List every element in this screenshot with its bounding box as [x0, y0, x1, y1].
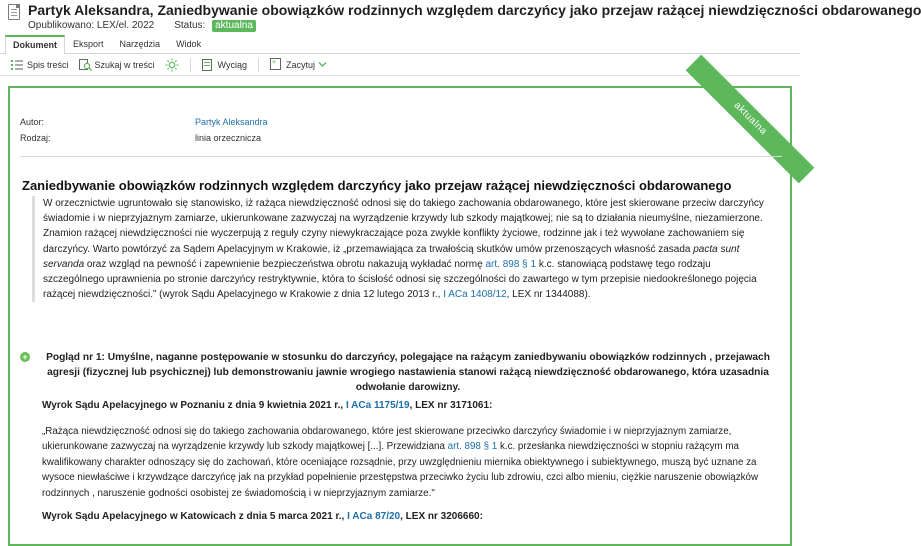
tab-narzedzia[interactable]: Narzędzia: [119, 39, 161, 49]
toolbar-separator: [190, 58, 191, 72]
type-label: Rodzaj:: [20, 133, 51, 143]
cite-button[interactable]: [267, 57, 330, 72]
divider: [20, 156, 782, 157]
author-link[interactable]: Partyk Aleksandra: [195, 117, 268, 127]
sun-icon: [165, 58, 179, 72]
case-link[interactable]: I ACa 87/20: [347, 511, 401, 523]
extract-button[interactable]: [199, 58, 250, 72]
status-badge: aktualna: [212, 20, 256, 32]
judgment-excerpt: [42, 424, 776, 501]
view-section: [20, 350, 786, 524]
judgment-text: Wyrok Sądu Apelacyjnego w Poznaniu z dnia 9 kwietnia 2021 r.,: [42, 400, 346, 411]
svg-text:": ": [271, 60, 277, 70]
judgment-citation: [42, 510, 786, 524]
latin-phrase: pacta sunt servanda: [43, 243, 740, 270]
article-link[interactable]: art. 898 § 1: [485, 258, 537, 270]
intro-paragraph: [32, 196, 768, 302]
judgment-text: , LEX nr 3206660:: [400, 511, 483, 523]
document-header: [0, 0, 921, 36]
extract-label: Wyciąg: [217, 59, 247, 70]
extract-icon: [202, 59, 215, 71]
type-value: linia orzecznicza: [195, 133, 262, 143]
judgment-citation: [42, 399, 786, 413]
intro-text: oraz wzgląd na pewność i zapewnienie bezpieczeństwa obrotu nakazują wykładać normę: [84, 258, 486, 270]
brightness-button[interactable]: [162, 57, 182, 73]
cite-label: Zacytuj: [285, 59, 315, 70]
search-in-text-button[interactable]: [76, 58, 158, 72]
view-title: Pogląd nr 1: Umyślne, naganne postępowanie w stosunku do darczyńcy, polegające na rażącym zaniedbywaniu obowiązków rodzinnych , przejawach agresji (fizycznej lub psychicznej) lub demonstrowaniu jawnie wrogiego nastawienia stanowi rażącą niewdzięczność obdarowanego, która uzasadnia odwołanie darowizny.: [46, 352, 770, 393]
toc-icon: [11, 59, 24, 71]
judgment-text: , LEX nr 3171061:: [409, 400, 493, 411]
document-metadata: [20, 116, 268, 145]
intro-text: , LEX nr 1344088).: [506, 289, 591, 301]
expand-toggle-icon[interactable]: +: [20, 352, 30, 362]
intro-text: W orzecznictwie ugruntowało się stanowisko, iż rażąca niewdzięczność odnosi się do takiego zachowania obdarowanego, które jest skierowane przeciw darczyńcy świadomie i w nieprzyjaznym zamiarze, ukierunkowane zazwyczaj na wyrządzenie krzywdy lub szkody majątkowej; nie są to działania nieumyślne, niezamierzone. Znamion rażącej niewdzięczności nie wyczerpują z reguły czyny niewykraczające poza zwykłe konflikty życiowe, rodzinne jak i też wywołane zachowaniem się darczyńcy. Warto powtórzyć za Sądem Apelacyjnym w Krakowie, iż „przemawiająca za trwałością skutków umów przenoszących własność zasada: [43, 198, 764, 255]
search-document-icon: [79, 59, 92, 71]
toolbar: [0, 54, 800, 76]
author-label: Autor:: [20, 117, 45, 127]
published-info: Opublikowano: LEX/el. 2022: [28, 20, 155, 31]
article-link[interactable]: art. 898 § 1: [447, 441, 498, 453]
document-content: [8, 86, 792, 546]
document-icon: [6, 4, 22, 22]
tab-eksport[interactable]: Eksport: [73, 39, 104, 49]
tab-dokument[interactable]: Dokument: [5, 35, 65, 54]
document-heading: Zaniedbywanie obowiązków rodzinnych względem darczyńcy jako przejaw rażącej niewdzięczności obdarowanego: [22, 178, 732, 193]
ribbon-tabs: [0, 36, 800, 54]
status-label: Status:: [174, 20, 206, 31]
judgment-text: Wyrok Sądu Apelacyjnego w Katowicach z dnia 5 marca 2021 r.,: [42, 511, 348, 523]
toolbar-separator: [258, 58, 259, 72]
excerpt-text: „Rażąca niewdzięczność odnosi się do takiego zachowania obdarowanego, które jest skierowane przeciwko darczyńcy świadomie i w nieprzyjaznym zamiarze, ukierunkowane zazwyczaj na wyrządzenie krzywdy lub szkody majątkowej [...]. Przewidziana: [42, 426, 732, 453]
intro-text: k.c. stanowiącą podstawę tego rodzaju szczególnego uprawnienia po stronie darczyńcy restryktywnie, która to ścisłość odnosi się szczególności do zawartego w tym przepisie niedookreślonego pojęcia rażącej niewdzięczności.” (wyrok Sądu Apelacyjnego w Krakowie z dnia 12 lutego 2013 r.,: [43, 258, 757, 301]
toc-button[interactable]: [8, 58, 72, 72]
quote-icon: [270, 58, 283, 71]
case-link[interactable]: I ACa 1408/12: [443, 289, 507, 301]
tab-widok[interactable]: Widok: [176, 39, 202, 49]
status-ribbon: aktualna: [686, 55, 815, 184]
toc-label: Spis treści: [27, 59, 69, 70]
search-in-text-label: Szukaj w treści: [94, 59, 155, 70]
document-title: Partyk Aleksandra, Zaniedbywanie obowiązków rodzinnych względem darczyńcy jako przejaw rażącej niewdzięczności obdarowanego: [28, 2, 921, 18]
case-link[interactable]: I ACa 1175/19: [345, 400, 410, 411]
chevron-down-icon: [318, 61, 327, 68]
excerpt-text: k.c. przesłanka niewdzięczności w stopniu rażącym ma kwalifikowany charakter odnoszący się do zachowań, które oceniające rozsądnie, przy uwzględnieniu miernika obiektywnego i subiektywnego, muszą być uznane za wysoce niewłaściwe i krzywdzące darczyńcę jak na przykład popełnienie przestępstwa przeciwko życiu lub zdrowiu, czci albo mieniu, ciężkie naruszenie obowiązków rodzinnych , naruszenie godności osobistej ze świadomością i w nieprzyjaznym zamiarze.": [42, 441, 759, 499]
status-info: [174, 19, 256, 32]
